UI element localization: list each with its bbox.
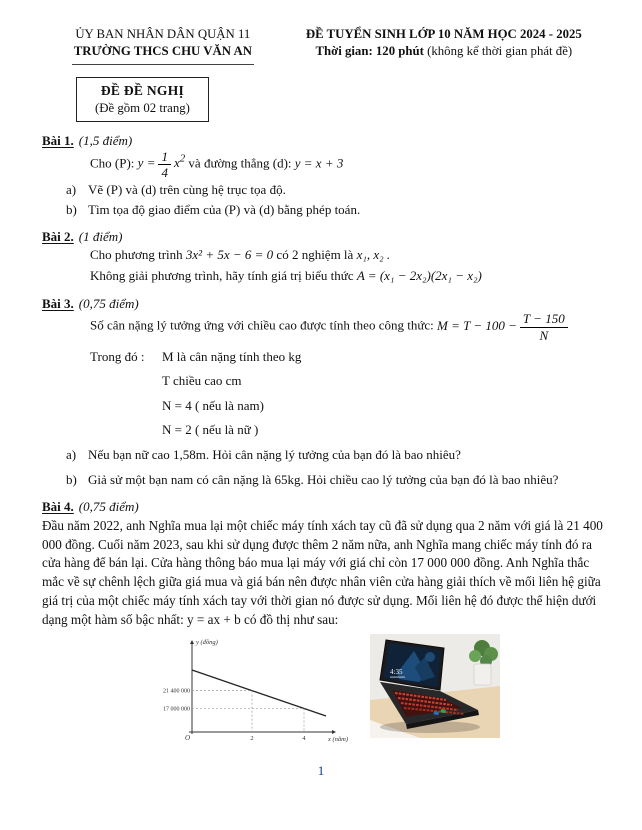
laptop-photo xyxy=(370,634,500,743)
bai4-line-chart xyxy=(146,634,358,746)
roots-notation: x₁, x₂ . xyxy=(356,246,391,262)
problem-4-figures xyxy=(146,634,604,751)
problem-1-item-a: a) Vẽ (P) và (d) trên cùng hệ trục tọa độ. xyxy=(66,182,286,198)
problem-1-statement: Cho (P): y = $\frac{1}{4}$ $x^2$ và đường thẳng (d): y = x + 3 xyxy=(90,148,344,180)
line-formula: y = x + 3 xyxy=(294,155,344,171)
problem-3-points: (0,75 điểm) xyxy=(78,295,139,311)
formula-legend-n4: N = 4 ( nếu là nam) xyxy=(162,397,264,413)
problem-3-item-a: a) Nếu bạn nữ cao 1,58m. Hỏi cân nặng lý tưởng của bạn đó là bao nhiêu? xyxy=(66,447,461,463)
header-right xyxy=(284,26,604,65)
problem-4-statement: Đầu năm 2022, anh Nghĩa mua lại một chiếc máy tính xách tay cũ đã sử dụng qua 2 năm với giá là 21 400 000 đồng. Cuối năm 2023, sau khi sử dụng được thêm 2 năm nữa, anh Nghĩa mang chiếc máy tính đó ra cửa hàng để bán lại. Cửa hàng thông báo mua lại máy với giá chỉ còn 17 000 000 đồng. Anh Nghĩa thắc mắc về sự chênh lệch giữa giá mua và giá bán nên được nhân viên cửa hàng giải thích về mối liên hệ giữa giá trị của một chiếc máy tính xách tay với thời gian nó được sử dụng. Mối liên hệ đó được thể hiện dưới dạng một hàm số bậc nhất: y = ax + b có đồ thị như sau: xyxy=(42,517,603,628)
problem-2-title: Bài 2. xyxy=(42,229,74,245)
svg-text:4: 4 xyxy=(302,734,306,742)
svg-text:y (đồng): y (đồng) xyxy=(196,638,218,646)
problem-3 xyxy=(42,295,604,488)
problem-1-item-b: b) Tìm tọa độ giao điểm của (P) và (d) bằng phép toán. xyxy=(66,201,361,217)
exam-type-title: ĐỀ ĐỀ NGHỊ xyxy=(100,82,185,98)
problem-2-line2: Không giải phương trình, hãy tính giá trị biểu thức A = (x₁ − 2x₂)(2x₁ − x₂) xyxy=(90,268,482,284)
problem-2 xyxy=(42,228,604,285)
exam-duration: Thời gian: 120 phút (không kể thời gian phát đề) xyxy=(315,44,573,59)
svg-text:O: O xyxy=(185,733,191,742)
problem-4 xyxy=(42,498,604,750)
exam-type-subtitle: (Đề gồm 02 trang) xyxy=(95,100,190,115)
laptop-photo-illustration xyxy=(370,634,500,738)
problem-3-item-b: b) Giả sử một bạn nam có cân nặng là 65kg. Hỏi chiều cao lý tưởng của bạn đó là bao nhiêu? xyxy=(66,471,559,487)
svg-text:2: 2 xyxy=(250,734,254,742)
problem-3-title: Bài 3. xyxy=(42,295,74,311)
problem-3-statement: Số cân nặng lý tưởng ứng với chiều cao được tính theo công thức: M = T − 100 − $\frac{T - 150}{N}$ xyxy=(42,312,604,342)
expression-A: A = (x₁ − 2x₂)(2x₁ − x₂) xyxy=(356,268,482,284)
parabola-formula: y = $\frac{1}{4}$ $x^2$ xyxy=(137,148,186,180)
formula-legend-n2: N = 2 ( nếu là nữ ) xyxy=(162,422,259,438)
problem-2-line1: Cho phương trình 3x² + 5x − 6 = 0 có 2 nghiệm là x₁, x₂ . xyxy=(90,246,391,262)
svg-text:17 000 000: 17 000 000 xyxy=(163,706,190,713)
problem-4-points: (0,75 điểm) xyxy=(78,499,139,515)
page-header xyxy=(42,26,604,65)
page-number: 1 xyxy=(317,763,325,778)
svg-text:x (năm): x (năm) xyxy=(328,735,349,743)
exam-type-box xyxy=(76,77,209,122)
authority-name: ỦY BAN NHÂN DÂN QUẬN 11 xyxy=(75,27,251,41)
problem-1-title: Bài 1. xyxy=(42,133,74,149)
problem-1 xyxy=(42,132,604,218)
header-left xyxy=(42,26,284,65)
formula-legend-m: Trong đó : M là cân nặng tính theo kg xyxy=(90,348,302,364)
exam-title: ĐỀ TUYỂN SINH LỚP 10 NĂM HỌC 2024 - 2025 xyxy=(305,27,582,41)
problem-1-points: (1,5 điểm) xyxy=(78,133,133,149)
quadratic-equation: 3x² + 5x − 6 = 0 xyxy=(185,246,274,262)
depreciation-chart xyxy=(146,634,358,751)
laptop-screen-time: 4:35 xyxy=(390,667,403,676)
problem-4-title: Bài 4. xyxy=(42,499,74,515)
formula-legend-t: T chiều cao cm xyxy=(162,373,242,389)
problem-2-points: (1 điểm) xyxy=(78,229,123,245)
svg-text:21 400 000: 21 400 000 xyxy=(163,688,190,695)
school-name: TRƯỜNG THCS CHU VĂN AN xyxy=(72,43,254,64)
weight-formula: M = T − 100 − $\frac{T - 150}{N}$ xyxy=(437,318,571,333)
